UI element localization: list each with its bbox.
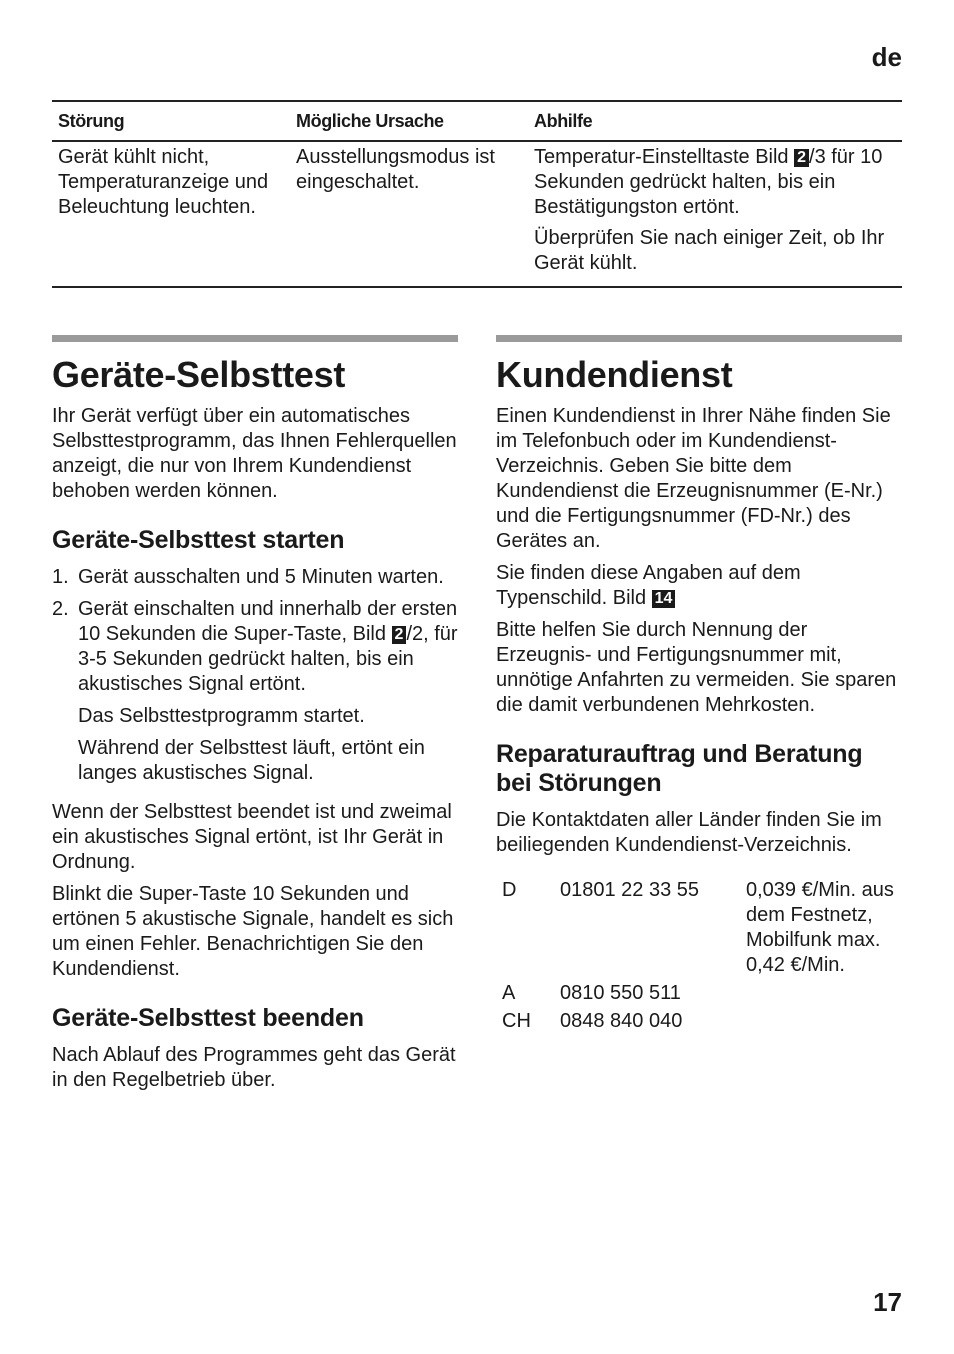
step-note: Während der Selbsttest läuft, ertönt ein langes akustisches Signal. xyxy=(78,737,425,784)
country-code: A xyxy=(502,982,516,1004)
table-row xyxy=(52,142,902,286)
service-paragraph: Bitte helfen Sie durch Nennung der Erzeugnis- und Fertigungsnummer mit, unnötige Anfahrten zu vermeiden. Sie sparen die damit verbundenen Mehrkosten. xyxy=(496,619,897,716)
call-price xyxy=(746,1009,902,1034)
column-header-remedy: Abhilfe xyxy=(534,110,593,131)
section-divider xyxy=(496,335,902,342)
subsection-title-repair: Reparaturauftrag und Beratung bei Störungen xyxy=(496,740,863,797)
subsection-title-end: Geräte-Selbsttest beenden xyxy=(52,1004,364,1032)
remedy-step-1: Temperatur-Einstelltaste Bild 2 /3 für 10 Sekunden gedrückt halten, bis ein Bestätigungston ertönt. xyxy=(534,146,883,218)
section-title: Geräte-Selbsttest xyxy=(52,354,346,395)
figure-reference: 2 xyxy=(392,626,407,644)
cell-remedy xyxy=(528,145,902,276)
figure-reference: 14 xyxy=(652,590,676,608)
selftest-end-text: Nach Ablauf des Programmes geht das Gerät in den Regelbetrieb über. xyxy=(52,1044,456,1091)
column-header-cause: Mögliche Ursache xyxy=(296,110,444,131)
phone-number: 0848 840 040 xyxy=(560,1010,683,1032)
section-title: Kundendienst xyxy=(496,354,733,395)
contact-row xyxy=(496,981,902,1006)
service-section xyxy=(496,335,902,1037)
contact-row xyxy=(496,878,902,978)
contact-row xyxy=(496,1009,902,1034)
step-note: Das Selbsttestprogramm startet. xyxy=(78,705,365,727)
call-price xyxy=(746,981,902,1006)
list-item: 1. Gerät ausschalten und 5 Minuten warten. xyxy=(52,566,444,588)
table-header xyxy=(52,102,902,142)
cell-fault: Gerät kühlt nicht, Temperaturanzeige und Beleuchtung leuchten. xyxy=(58,146,269,218)
contact-table xyxy=(496,878,902,1034)
subsection-title-start: Geräte-Selbsttest starten xyxy=(52,526,345,554)
list-item: 2. Gerät einschalten und innerhalb der ersten 10 Sekunden die Super-Taste, Bild 2 /2, für 3-5 Sekunden gedrückt halten, bis ein akustisches Signal ertönt. xyxy=(52,598,458,695)
call-price: 0,039 €/Min. aus dem Festnetz, Mobilfunk max. 0,42 €/Min. xyxy=(746,879,894,976)
country-code: CH xyxy=(502,1010,531,1032)
service-paragraph: Einen Kundendienst in Ihrer Nähe finden Sie im Telefonbuch oder im Kundendienst-Verzeichnis. Geben Sie bitte dem Kundendienst die Erzeugnisnummer (E-Nr.) und die Fertigungsnummer (FD-Nr.) des Gerätes an. xyxy=(496,405,891,552)
language-code: de xyxy=(871,42,902,72)
selftest-intro: Ihr Gerät verfügt über ein automatisches Selbsttestprogramm, das Ihnen Fehlerquellen anzeigt, die nur von Ihrem Kundendienst behoben werden können. xyxy=(52,405,457,502)
selftest-error-text: Blinkt die Super-Taste 10 Sekunden und ertönen 5 akustische Signale, handelt es sich um einen Fehler. Benachrichtigen Sie den Kundendienst. xyxy=(52,883,454,980)
cell-cause: Ausstellungsmodus ist eingeschaltet. xyxy=(296,146,495,193)
selftest-steps xyxy=(52,565,458,786)
phone-number: 01801 22 33 55 xyxy=(560,879,700,901)
troubleshooting-table xyxy=(52,100,902,288)
page-number: 17 xyxy=(873,1287,902,1317)
section-divider xyxy=(52,335,458,342)
repair-text: Die Kontaktdaten aller Länder finden Sie im beiliegenden Kundendienst-Verzeichnis. xyxy=(496,809,882,856)
remedy-step-2: Überprüfen Sie nach einiger Zeit, ob Ihr Gerät kühlt. xyxy=(534,227,885,274)
selftest-ok-text: Wenn der Selbsttest beendet ist und zweimal ein akustisches Signal ertönt, ist Ihr Gerät in Ordnung. xyxy=(52,801,452,873)
service-paragraph: Sie finden diese Angaben auf dem Typenschild. Bild 14 xyxy=(496,562,801,609)
column-header-fault: Störung xyxy=(58,110,125,131)
figure-reference: 2 xyxy=(794,149,809,167)
selftest-section xyxy=(52,335,458,1100)
phone-number: 0810 550 511 xyxy=(560,982,681,1004)
country-code: D xyxy=(502,879,517,901)
